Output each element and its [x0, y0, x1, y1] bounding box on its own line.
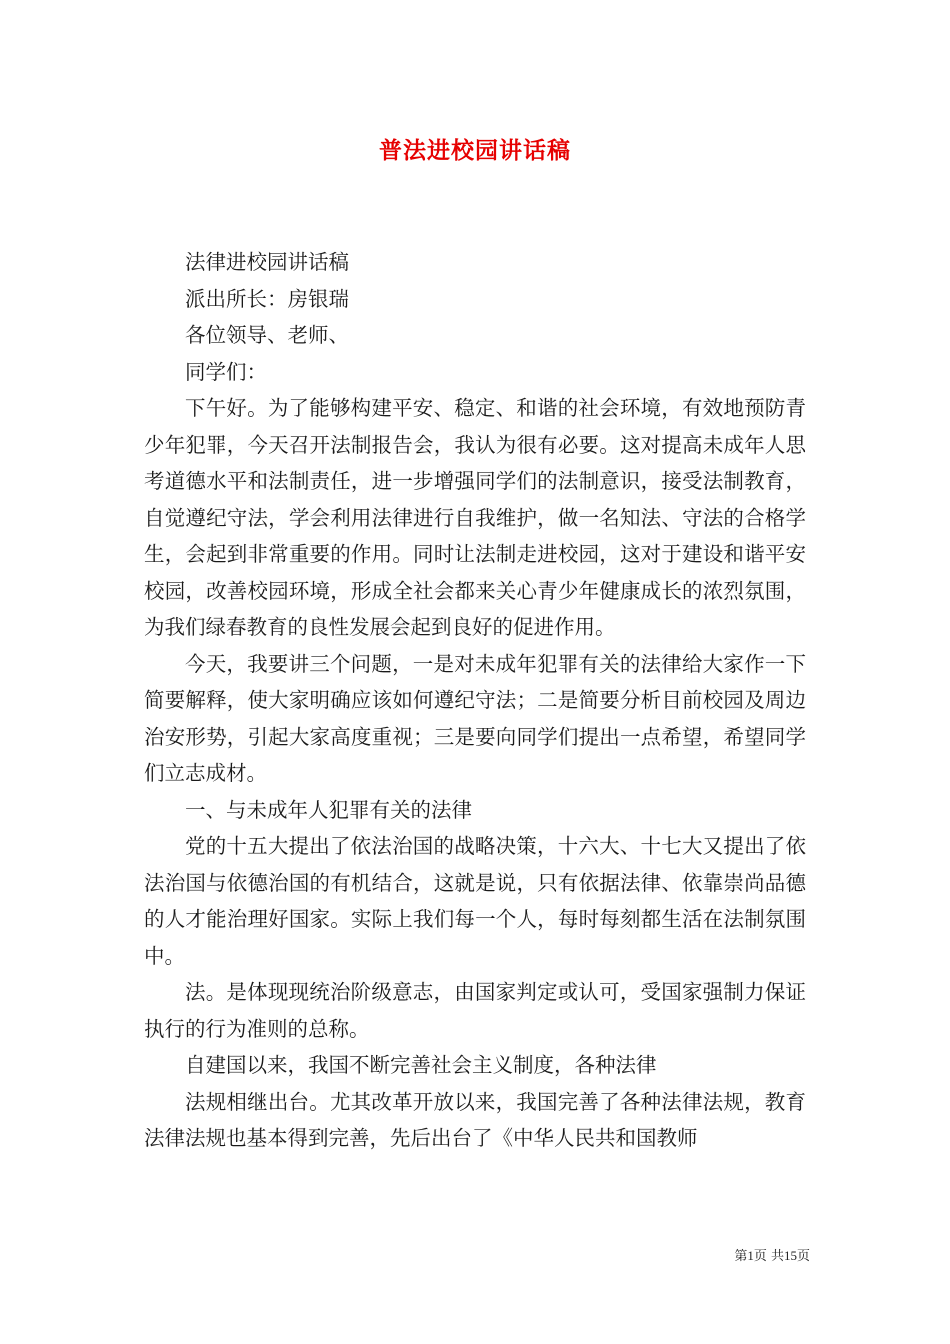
paragraph-agenda: 今天，我要讲三个问题，一是对未成年犯罪有关的法律给大家作一下简要解释，使大家明确应该如何遵纪守法；二是简要分析目前校园及周边治安形势，引起大家高度重视；三是要向同学们提出一点希望，希望同学们立志成材。 [144, 651, 806, 785]
paragraph-speaker: 派出所长：房银瑞 [185, 286, 349, 311]
footer-prefix: 第 [734, 1249, 748, 1264]
page-number-footer [690, 1245, 810, 1264]
footer-middle: 页 共 [753, 1249, 784, 1264]
section-heading-1: 一、与未成年人犯罪有关的法律 [185, 797, 472, 822]
paragraph-law-definition: 法。是体现现统治阶级意志，由国家判定或认可，受国家强制力保证执行的行为准则的总称。 [144, 980, 806, 1041]
footer-suffix: 页 [796, 1249, 810, 1264]
paragraph-subtitle: 法律进校园讲话稿 [185, 250, 349, 274]
footer-page-number: 1 [747, 1248, 754, 1263]
paragraph-greeting-leaders: 各位领导、老师、 [185, 323, 349, 347]
paragraph-since-founding: 自建国以来，我国不断完善社会主义制度，各种法律 [185, 1053, 657, 1077]
document-title: 普法进校园讲话稿 [379, 137, 571, 164]
paragraph-rule-of-law: 党的十五大提出了依法治国的战略决策，十六大、十七大又提出了依法治国与依德治国的有机结合，这就是说，只有依据法律、依靠崇尚品德的人才能治理好国家。实际上我们每一个人，每时每刻都生活在法制氛围中。 [144, 834, 806, 968]
footer-total-pages: 15 [783, 1248, 797, 1263]
document-body [144, 244, 806, 1157]
paragraph-greeting-students: 同学们： [185, 359, 267, 384]
paragraph-opening: 下午好。为了能够构建平安、稳定、和谐的社会环境，有效地预防青少年犯罪，今天召开法制报告会，我认为很有必要。这对提高未成年人思考道德水平和法制责任，进一步增强同学们的法制意识，接受法制教育，自觉遵纪守法，学会利用法律进行自我维护，做一名知法、守法的合格学生，会起到非常重要的作用。同时让法制走进校园，这对于建设和谐平安校园，改善校园环境，形成全社会都来关心青少年健康成长的浓烈氛围，为我们绿春教育的良性发展会起到良好的促进作用。 [144, 396, 806, 639]
paragraph-laws-enacted: 法规相继出台。尤其改革开放以来，我国完善了各种法律法规，教育法律法规也基本得到完善，先后出台了《中华人民共和国教师 [144, 1089, 806, 1150]
